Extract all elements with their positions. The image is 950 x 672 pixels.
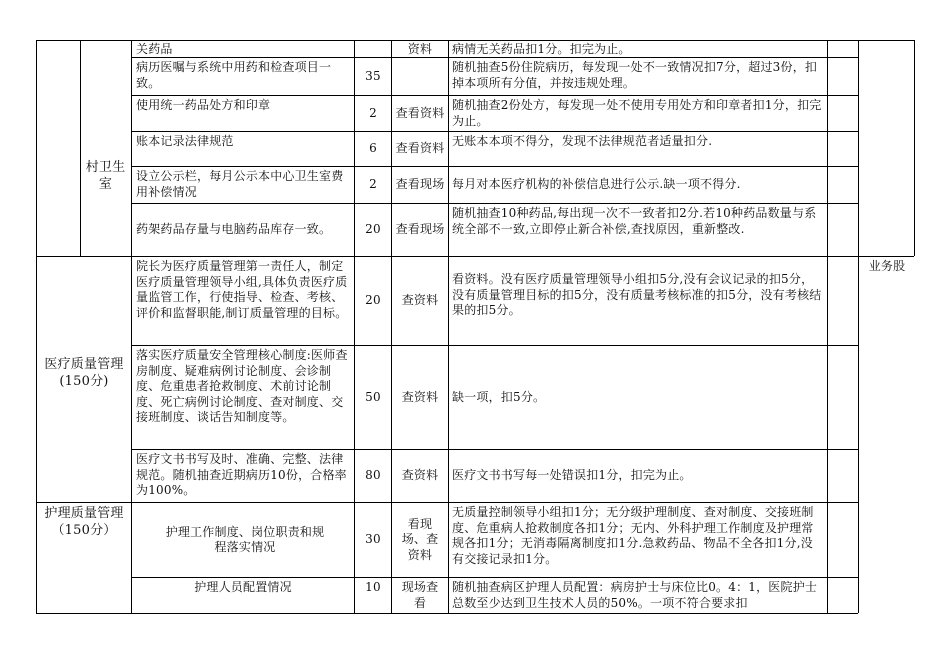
row-rule: 无账本本项不得分，发现不法律规范者适量扣分. xyxy=(452,134,713,148)
row-item: 病历医嘱与系统中用药和检查项目一致。 xyxy=(136,60,332,90)
row-method: 查资料 xyxy=(401,389,439,404)
row-method: 现场查看 xyxy=(401,580,439,610)
row-item: 医疗文书书写及时、准确、完整、法律规范。随机抽查近期病历10份，合格率为100%。 xyxy=(136,452,347,497)
row-item: 设立公示栏，每月公示本中心卫生室费用补偿情况 xyxy=(136,169,344,199)
row-score: 30 xyxy=(365,532,381,547)
row-score: 50 xyxy=(365,389,381,404)
row-rule: 无质量控制领导小组扣1分；无分级护理制度、查对制度、交接班制度、危重病人抢救制度各扣1分；无内、外科护理工作制度及护理常规各扣1分；无消毒隔离制度扣1分.急救药品、物品不全各扣1分,没有交接记录扣1分。 xyxy=(452,505,814,566)
row-item: 使用统一药品处方和印章 xyxy=(136,98,271,112)
row-method: 查资料 xyxy=(401,293,439,308)
row-method: 查资料 xyxy=(401,468,439,483)
row-item: 护理人员配置情况 xyxy=(194,580,292,594)
row-rule: 病情无关药品扣1分。扣完为止。 xyxy=(452,42,631,56)
row-item: 护理工作制度、岗位职责和规程落实情况 xyxy=(165,524,325,554)
row-rule: 随机抽查5份住院病历，每发现一处不一致情况扣7分，超过3份，扣掉本项所有分值，并按违规处理。 xyxy=(452,60,818,90)
group-label-medical: 医疗质量管理(150分) xyxy=(44,357,124,389)
row-score: 35 xyxy=(365,68,381,83)
row-rule: 缺一项，扣5分。 xyxy=(452,389,546,404)
row-score: 2 xyxy=(369,105,377,120)
row-score: 2 xyxy=(369,177,377,192)
row-item: 关药品 xyxy=(136,42,173,56)
row-rule: 随机抽查10种药品,每出现一次不一致者扣2分.若10种药品数量与系统全部不一致,立即停止新合补偿,查找原因，重新整改. xyxy=(452,206,817,236)
responsible-dept: 业务股 xyxy=(868,259,906,273)
row-item: 药架药品存量与电脑药品库存一致。 xyxy=(136,222,332,237)
row-rule: 看资料。没有医疗质量管理领导小组扣5分,没有会议记录的扣5分，没有质量管理目标的扣5分，没有质量考核标准的扣5分，没有考核结果的扣5分。 xyxy=(452,272,822,317)
row-method: 资料 xyxy=(407,42,433,56)
group-label-nursing: 护理质量管理（150分） xyxy=(44,506,124,538)
group-label-village: 村卫生室 xyxy=(85,160,126,192)
row-method: 查看现场 xyxy=(395,177,445,192)
row-item: 院长为医疗质量管理第一责任人，制定医疗质量管理领导小组,具体负责医疗质量监管工作，行使指导、检查、考核、评价和监督职能,制订质量管理的目标。 xyxy=(136,259,348,320)
row-method: 查看资料 xyxy=(395,141,445,156)
row-rule: 随机抽查病区护理人员配置：病房护士与床位比0。4：1，医院护士总数至少达到卫生技术人员的50%。一项不符合要求扣 xyxy=(452,580,818,610)
row-rule: 每月对本医疗机构的补偿信息进行公示.缺一项不得分. xyxy=(452,177,741,192)
row-rule: 随机抽查2份处方，每发现一处不使用专用处方和印章者扣1分，扣完为止。 xyxy=(452,98,822,128)
row-method: 查看资料 xyxy=(395,105,445,120)
row-score: 20 xyxy=(365,222,381,237)
row-score: 80 xyxy=(365,468,381,483)
row-rule: 医疗文书书写每一处错误扣1分，扣完为止。 xyxy=(452,468,692,483)
row-score: 20 xyxy=(365,293,381,308)
row-item: 落实医疗质量安全管理核心制度:医师查房制度、疑难病例讨论制度、会诊制度、危重患者抢救制度、术前讨论制度、死亡病例讨论制度、查对制度、交接班制度、谈话告知制度等。 xyxy=(136,348,348,424)
row-score: 10 xyxy=(365,580,381,594)
row-score: 6 xyxy=(369,141,377,156)
row-item: 账本记录法律规范 xyxy=(136,134,234,148)
row-method: 看现场、查资料 xyxy=(401,516,439,562)
row-method: 查看现场 xyxy=(395,222,445,237)
